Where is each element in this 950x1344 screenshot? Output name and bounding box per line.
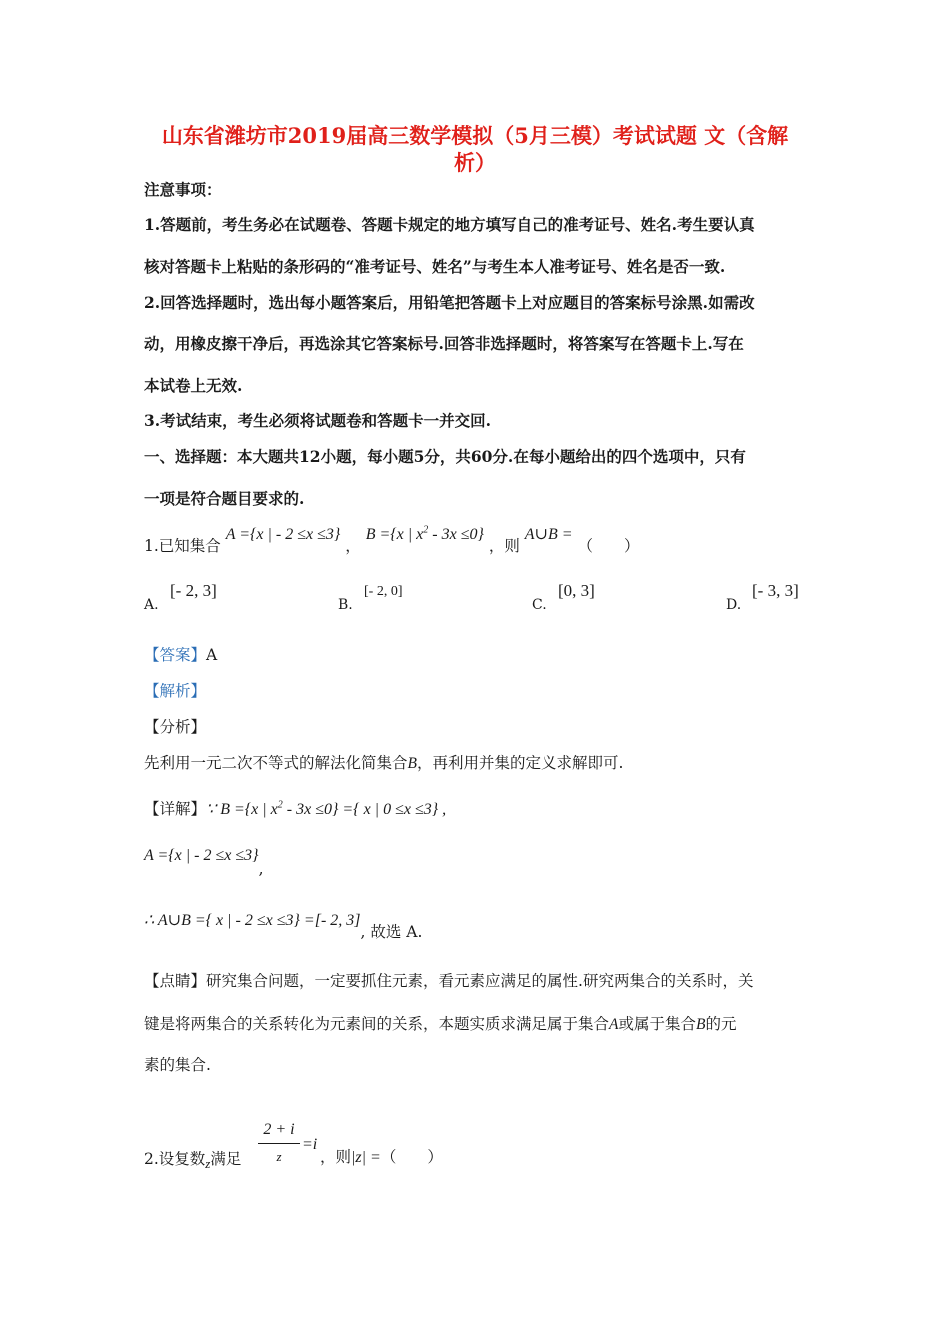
q1-detail-b [206, 801, 446, 818]
q1-paren: （ ） [577, 537, 640, 555]
q1-comment-text-b1: 键是将两集合的关系转化为元素间的关系，本题实质求满足属于集合 [144, 1015, 610, 1033]
question-1-stem [144, 524, 640, 556]
q1-detail-b-main: ∵ B ={x | x [206, 801, 278, 818]
notice-item-1b: 核对答题卡上粘贴的条形码的“准考证号、姓名”与考生本人准考证号、姓名是否一致. [144, 257, 726, 276]
q1-fenxi-text-a: 先利用一元二次不等式的解法化简集合 [144, 754, 408, 772]
q2-fraction-numerator: 2 + i [263, 1121, 295, 1138]
notice-item-1a: 1.答题前，考生务必在试题卷、答题卡规定的地方填写自己的准考证号、姓名.考生要认真 [144, 215, 755, 234]
q2-then: ，则 [320, 1148, 352, 1166]
q1-option-a-label: A. [144, 597, 159, 613]
q1-fenxi-text [144, 751, 623, 773]
q1-comment-text-b2: 或属于集合 [618, 1015, 696, 1033]
title-line-2: 析） [454, 150, 496, 175]
q1-option-d-value: [- 3, 3] [752, 581, 799, 600]
q1-comment-text-b3: 的元 [705, 1015, 737, 1033]
q1-comment-line-1 [144, 969, 753, 991]
q1-detail-a: A ={x | - 2 ≤x ≤3} [144, 847, 259, 864]
q2-fraction-denominator: z [276, 1149, 282, 1164]
q1-option-c-value: [0, 3] [558, 581, 595, 600]
q1-comment-a: A [609, 1016, 619, 1033]
q1-detail-a-tail: , [258, 860, 264, 878]
notice-item-2a: 2.回答选择题时，选出每小题答案后，用铅笔把答题卡上对应题目的答案标号涂黑.如需改 [144, 293, 755, 312]
q1-comment-text-a: 研究集合问题，一定要抓住元素，看元素应满足的属性.研究两集合的关系时，关 [206, 972, 754, 990]
q1-option-a-value: [- 2, 3] [170, 581, 217, 600]
q1-set-b [366, 526, 484, 543]
q1-detail-b-sup: 2 [277, 799, 283, 811]
notice-heading: 注意事项： [144, 180, 222, 199]
q1-detail-conclusion: , 故选 A. [360, 923, 423, 941]
question-2-stem [144, 1147, 241, 1169]
q2-fraction-bar [258, 1143, 300, 1144]
title-line-1: 山东省潍坊市2019届高三数学模拟（5月三模）考试试题 文（含解 [161, 123, 789, 148]
q1-comment-b: B [696, 1016, 706, 1033]
q1-detail-b-rest: - 3x ≤0} ={ x | 0 ≤x ≤3} , [282, 801, 447, 818]
q1-option-b-label: B. [338, 597, 353, 613]
q2-eq: =i [302, 1136, 318, 1153]
q1-union: A∪B = [524, 526, 573, 543]
q1-set-b-rest: - 3x ≤0} [428, 526, 484, 543]
q1-set-a: A ={x | - 2 ≤x ≤3} [225, 526, 341, 543]
q1-option-d-label: D. [726, 597, 742, 613]
q1-answer-tag: 【答案】 [144, 646, 207, 664]
q2-abs-z: |z| = [351, 1149, 381, 1166]
notice-item-3: 3.考试结束，考生必须将试题卷和答题卡一并交回. [144, 411, 492, 430]
q1-comment-line-2 [144, 1012, 736, 1034]
q2-ask [320, 1145, 443, 1167]
q1-then: ，则 [488, 537, 520, 555]
document-title [140, 122, 810, 176]
section-heading-line-2: 一项是符合题目要求的. [144, 489, 305, 508]
q1-comment-line-3: 素的集合. [144, 1056, 211, 1074]
q1-detail-line-3 [144, 908, 423, 941]
q1-comma: ， [345, 537, 361, 555]
q1-option-c-label: C. [532, 597, 547, 613]
q1-set-b-sup: 2 [423, 524, 429, 536]
notice-item-2c: 本试卷上无效. [144, 376, 243, 395]
notice-item-2b: 动，用橡皮擦干净后，再选涂其它答案标号.回答非选择题时，将答案写在答题卡上.写在 [144, 334, 744, 353]
q2-prefix: 2.设复数 [144, 1150, 206, 1168]
q1-prefix: 1.已知集合 [144, 537, 221, 555]
q2-z: z [205, 1156, 211, 1171]
q1-detail-tag: 【详解】 [144, 800, 207, 818]
q2-paren: （ ） [380, 1148, 443, 1166]
q1-comment-tag: 【点睛】 [144, 972, 207, 990]
q1-detail-line-2 [144, 846, 264, 878]
q1-detail-line-1 [144, 797, 446, 819]
q1-set-b-main: B ={x | x [365, 526, 424, 543]
q1-fenxi-text-b: ，再利用并集的定义求解即可. [416, 754, 624, 772]
q1-analysis-tag: 【解析】 [144, 682, 207, 700]
q1-answer [144, 643, 217, 665]
q1-answer-value: A [206, 646, 218, 664]
q1-fenxi-tag: 【分析】 [144, 718, 207, 736]
q2-satisfy: 满足 [210, 1150, 242, 1168]
section-heading-line-1: 一、选择题：本大题共12小题，每小题5分，共60分.在每小题给出的四个选项中，只有 [144, 447, 746, 466]
q2-tail [302, 1135, 317, 1154]
q1-option-b-value: [- 2, 0] [364, 584, 403, 599]
q1-fenxi-b: B [407, 755, 417, 772]
q1-detail-union: ∴ A∪B ={ x | - 2 ≤x ≤3} =[- 2, 3] [144, 912, 361, 929]
